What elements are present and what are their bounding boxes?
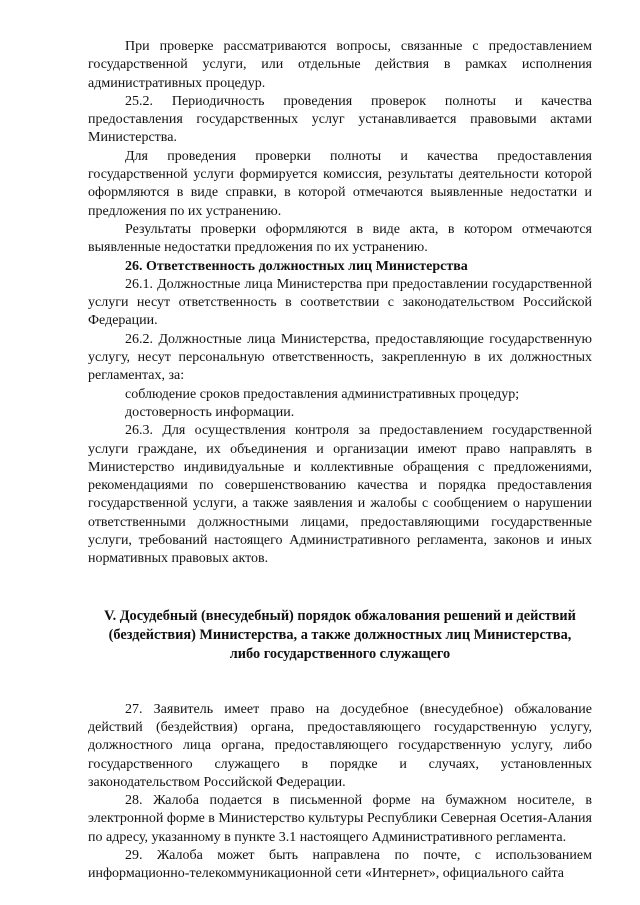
section-title-line-1: V. Досудебный (внесудебный) порядок обжалования решений и действий <box>104 607 576 624</box>
list-item-reliability: достоверность информации. <box>125 404 295 420</box>
paragraph-27: 27. Заявитель имеет право на досудебное (внесудебное) обжалование действий (бездействия) органа, предоставляющего государственную услугу, должностного лица органа, предоставляющего государственную услугу, либо государственного служащего в порядке и случаях, установленных законодательством Российской Федерации. <box>88 701 592 790</box>
section-title-line-2: (бездействия) Министерства, а также должностных лиц Министерства, <box>108 626 572 643</box>
list-item-deadlines: соблюдение сроков предоставления административных процедур; <box>125 386 520 402</box>
paragraph-29: 29. Жалоба может быть направлена по почте, с использованием информационно-телекоммуникационной сети «Интернет», официального сайта <box>88 847 592 882</box>
paragraph-26-3: 26.3. Для осуществления контроля за предоставлением государственной услуги граждане, их объединения и организации имеют право направлять в Министерство индивидуальные и коллективные обращения с предложениями, рекомендациями по совершенствованию качества и порядка предоставления государственной услуги, а также заявления и жалобы с сообщением о нарушении ответственными должностными лицами, предоставляющими государственные услуги, требований настоящего Административного регламента, законов и иных нормативных правовых актов. <box>88 423 592 567</box>
paragraph-inspection-results: Результаты проверки оформляются в виде акта, в котором отмечаются выявленные недостатки предложения по их устранению. <box>88 221 592 256</box>
section-title-v <box>88 607 592 664</box>
paragraph-25-2: 25.2. Периодичность проведения проверок полноты и качества предоставления государственных услуг устанавливается правовыми актами Министерства. <box>88 93 592 146</box>
paragraph-26-1: 26.1. Должностные лица Министерства при предоставлении государственной услуги несут ответственность в соответствии с законодательством Российской Федерации. <box>88 276 592 329</box>
paragraph-commission: Для проведения проверки полноты и качества предоставления государственной услуги формируется комиссия, результаты деятельности которой оформляются в виде справки, в которой отмечаются выявленные недостатки и предложения по их устранению. <box>88 148 592 219</box>
paragraph-inspection-questions: При проверке рассматриваются вопросы, связанные с предоставлением государственной услуги, или отдельные действия в рамках исполнения административных процедур. <box>88 39 592 91</box>
paragraph-28: 28. Жалоба подается в письменной форме на бумажном носителе, в электронной форме в Министерство культуры Республики Северная Осетия-Алания по адресу, указанному в пункте 3.1 настоящего Административного регламента. <box>88 793 592 845</box>
paragraph-26-2: 26.2. Должностные лица Министерства, предоставляющие государственную услугу, несут персональную ответственность, закрепленную в их должностных регламентах, за: <box>88 331 592 384</box>
heading-26: 26. Ответственность должностных лиц Министерства <box>125 258 468 274</box>
document-page <box>88 38 592 884</box>
section-title-line-3: либо государственного служащего <box>229 645 451 662</box>
